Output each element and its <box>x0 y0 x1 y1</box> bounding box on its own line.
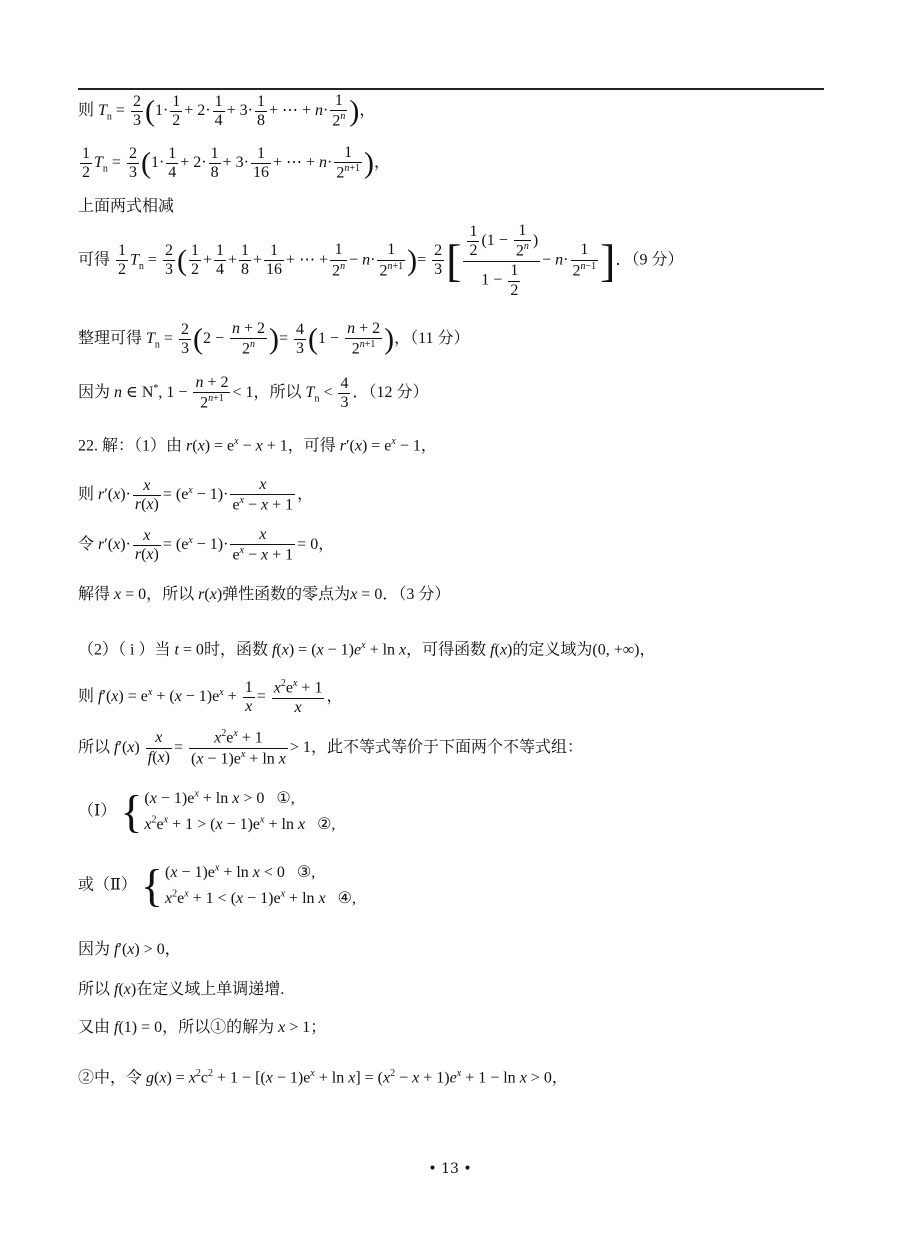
eq-simplified: 整理可得 $T_n$ = $\frac{2}{3}$ (2 − $\frac{n + 2}{2^n}$ )= $\frac{4}{3}$ (1 − $\frac{n + 2}{2^{n+1}}$ )，（11 分） <box>78 320 470 358</box>
header-rule <box>78 88 824 90</box>
system-2: 或（Ⅱ） { $(x - 1)e^x + \ln x < 0$ ③, $x^2e^x + 1 < (x - 1)e^x + \ln x$ ④, <box>78 859 356 911</box>
monotonic: 所以 f(x)在定义域上单调递增. <box>78 981 285 998</box>
eq-conclusion: 因为 n ∈ N*, 1 − $\frac{n + 2}{2^{n+1}}$ < 1，所以 $T_n$ < $\frac{4}{3}$ ．（12 分） <box>78 374 429 412</box>
define-g: ②中，令 $g(x) = x^2c^2 + 1 - [(x - 1)e^x + \ln x] = (x^2 - x + 1)e^x + 1 - \ln x > 0$， <box>78 1068 568 1087</box>
solution-1: 又由 f(1) = 0，所以①的解为 x > 1； <box>78 1019 327 1036</box>
eq-subtracted: 可得 $\frac{1}{2}$ $T_n$ = $\frac{2}{3}$ ( $\frac{1}{2}$ + $\frac{1}{4}$ + $\frac{1}{8}$ + $\frac{1}{16}$ + ⋯ + $\frac{1}{2^n}$ − n· $\frac{1}{2^{n+1}}$ )= $\frac{2}{3}$ [ $\frac{1}{2}$ (1 − $\frac{1}{2^n}$ ) 1 − $\frac{1}{2}$ − n· $\frac{1}{2^{n-1}}$ ]．（9 分） <box>78 222 684 299</box>
part2-head: （2）（ i ）当 t = 0时，函数 $f(x) = (x - 1)e^x + \ln x$，可得函数 f(x)的定义域为(0, +∞)， <box>78 640 656 659</box>
solution-part1: 解得 x = 0，所以 r(x)弹性函数的零点为x = 0．（3 分） <box>78 586 451 603</box>
eq-half-tn: $\frac{1}{2}$ $T_n$ = $\frac{2}{3}$ (1· $\frac{1}{4}$ + 2· $\frac{1}{8}$ + 3· $\frac{1}{16}$ + ⋯ + n· $\frac{1}{2^{n+1}}$ )， <box>82 144 391 182</box>
derivative-positive: 因为 f′(x) > 0， <box>78 941 181 958</box>
eq-inequality: 所以 f′(x) $\frac{x}{f(x)}$ = $\frac{x^2e^x + 1}{(x - 1)e^x + \ln x}$ > 1，此不等式等价于下面两个不等式组： <box>78 728 583 768</box>
eq-zero: 令 r′(x)· $\frac{x}{r(x)}$ = $(e^x - 1)\cdot$ $\frac{x}{e^x - x + 1}$ = 0， <box>78 526 335 564</box>
eq-tn: 则 $T_n$ = $\frac{2}{3}$ (1· $\frac{1}{2}$ + 2· $\frac{1}{4}$ + 3· $\frac{1}{8}$ + ⋯ + n· $\frac{1}{2^n}$ )， <box>78 92 376 130</box>
system-1: （Ⅰ） { $(x - 1)e^x + \ln x > 0$ ①, $x^2e^x + 1 > (x - 1)e^x + \ln x$ ②, <box>78 785 336 837</box>
eq-derivative: 则 $f'(x) = e^x + (x - 1)e^x$ + $\frac{1}{x}$ = $\frac{x^2e^x + 1}{x}$ ， <box>78 678 343 716</box>
text-subtract: 上面两式相减 <box>78 196 175 215</box>
eq-elasticity: 则 r′(x)· $\frac{x}{r(x)}$ = $(e^x - 1)\cdot$ $\frac{x}{e^x - x + 1}$ ， <box>78 476 314 514</box>
page-number: • 13 • <box>428 1161 472 1177</box>
problem-22-head: 22. 解：（1）由 $r(x) = e^x - x + 1$，可得 $r'(x) = e^x - 1$， <box>78 436 437 455</box>
